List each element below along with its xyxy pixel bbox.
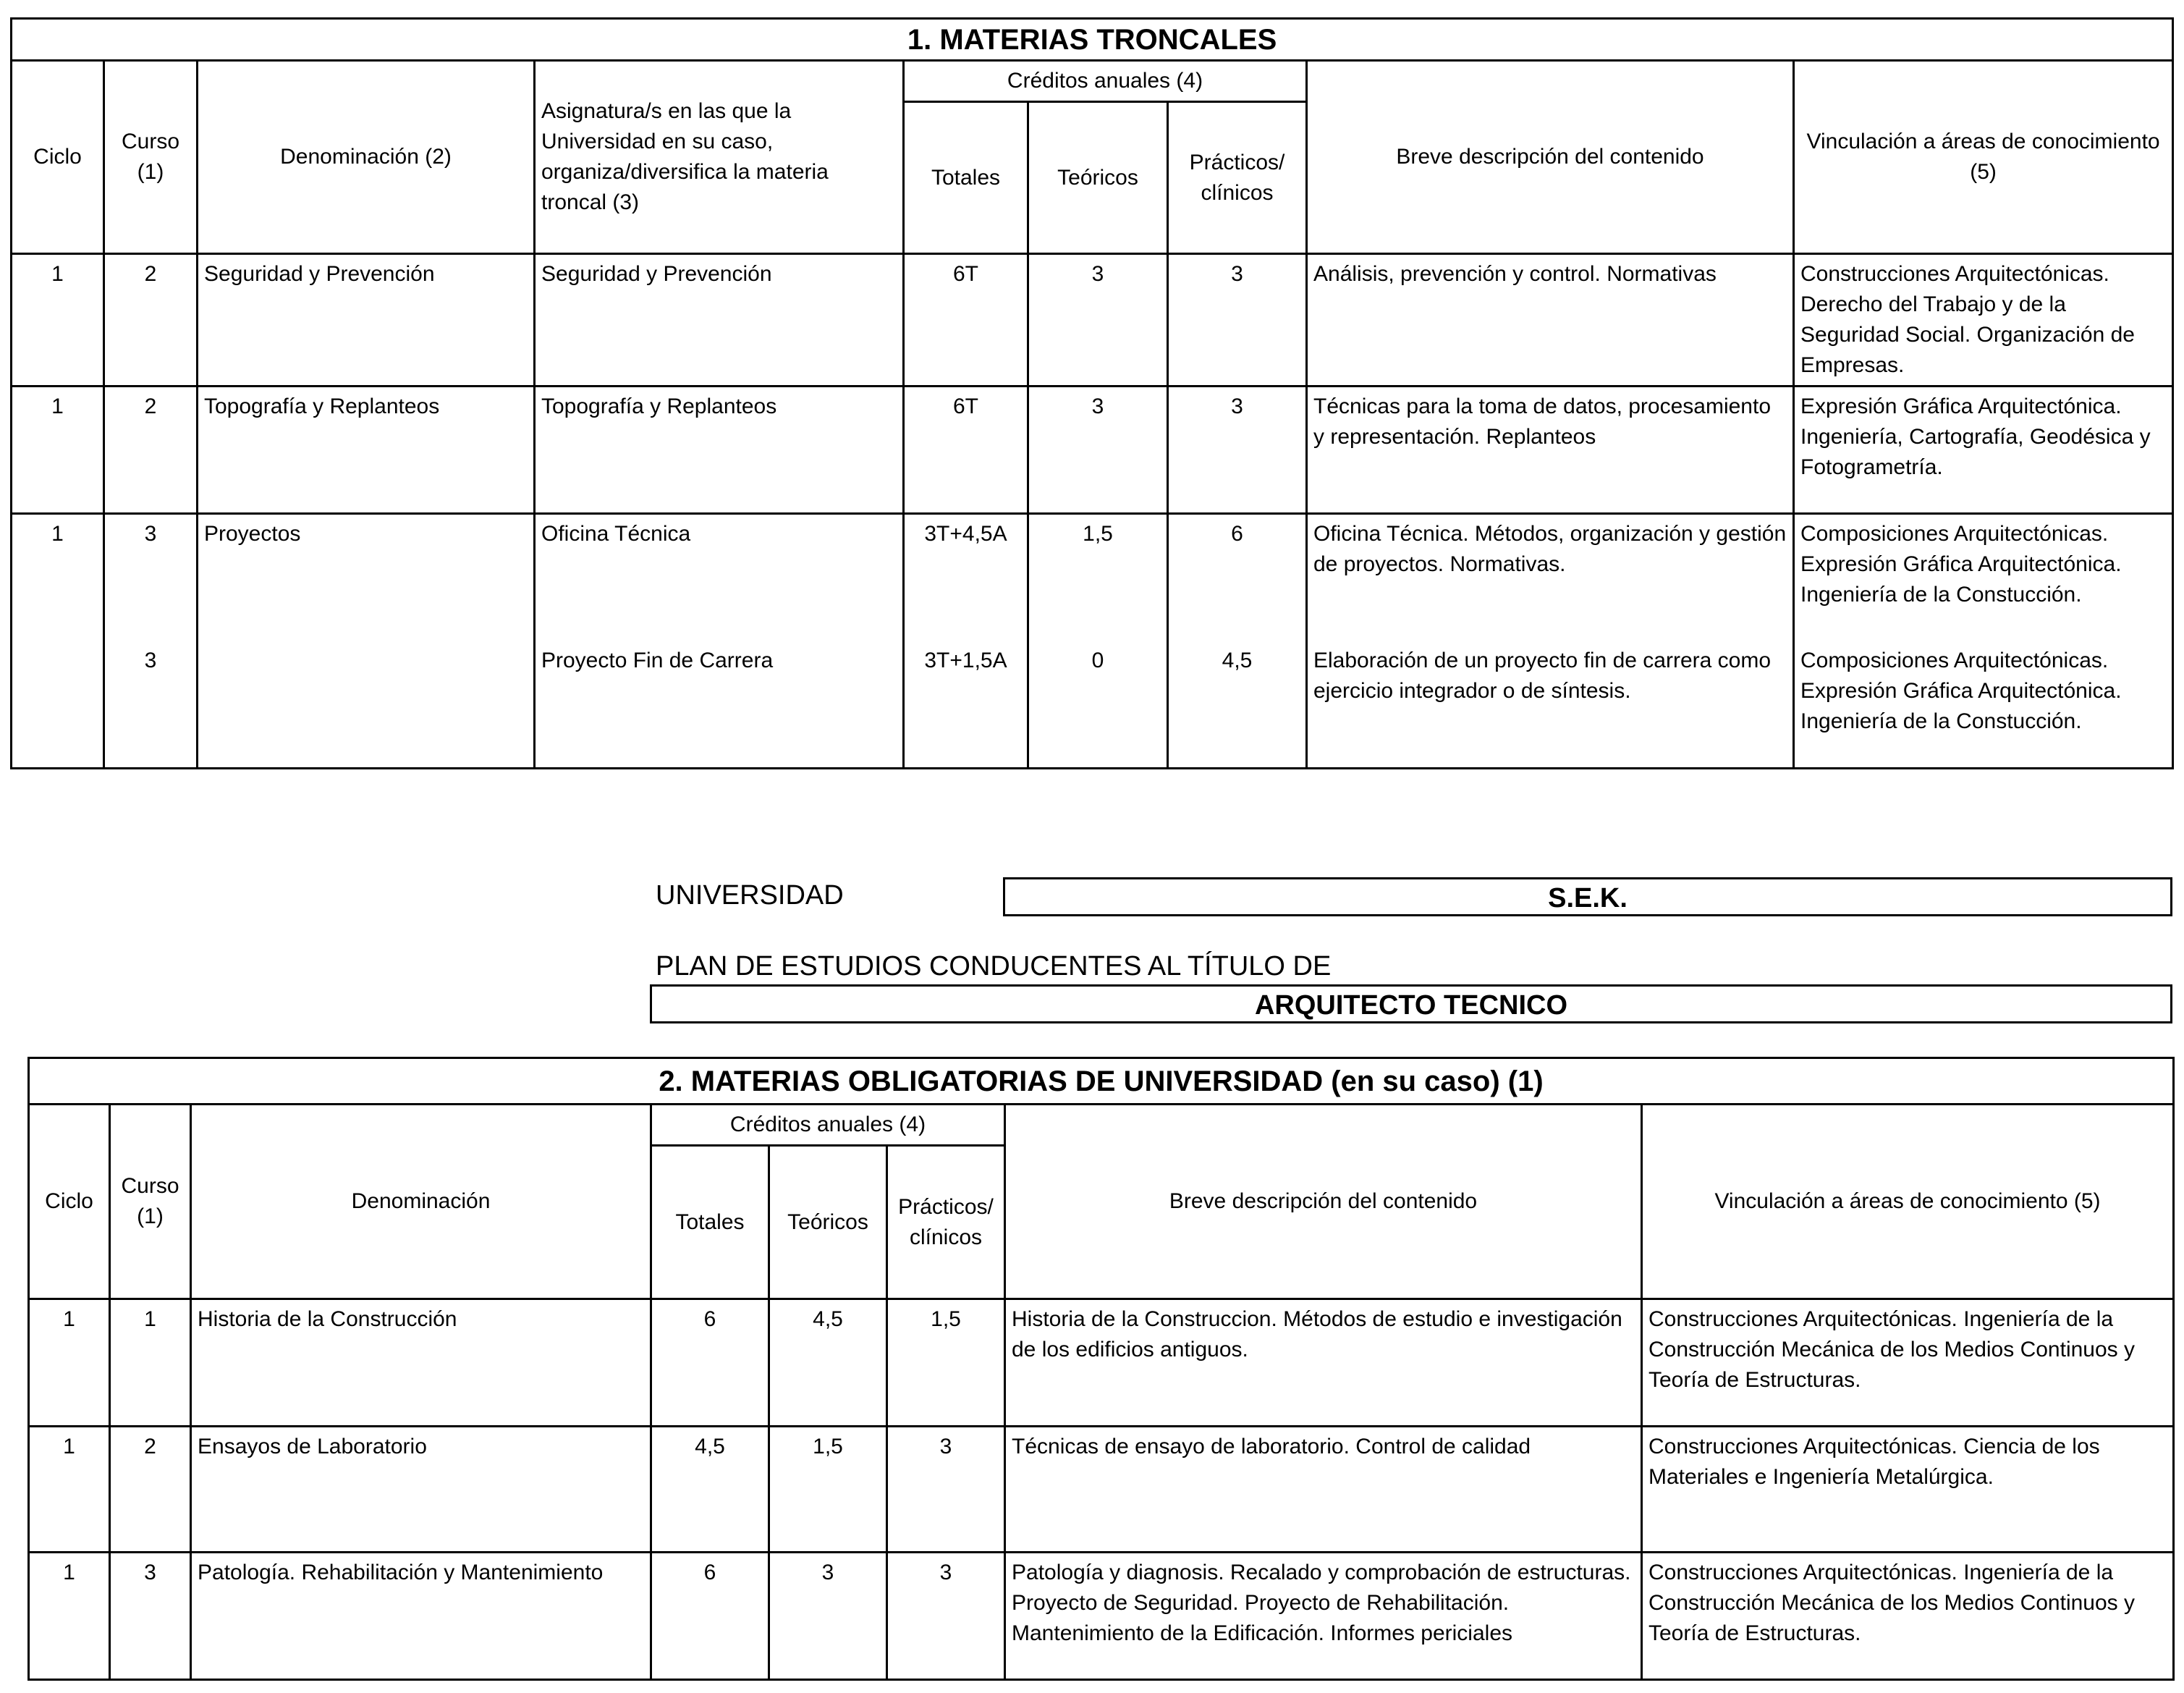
- cell-curso: 3: [104, 641, 198, 769]
- cell-teoricos: 3: [769, 1553, 887, 1680]
- troncales-title: 1. MATERIAS TRONCALES: [12, 19, 2173, 61]
- cell-asignatura: Seguridad y Prevención: [535, 254, 904, 387]
- cell-denominacion: Ensayos de Laboratorio: [191, 1427, 651, 1553]
- table-row: [29, 1427, 2174, 1553]
- cell-ciclo: 1: [12, 387, 104, 514]
- cell-descripcion: Elaboración de un proyecto fin de carrera como ejercicio integrador o de síntesis.: [1307, 641, 1794, 769]
- cell-descripcion: Historia de la Construccion. Métodos de estudio e investigación de los edificios antiguos.: [1005, 1299, 1642, 1427]
- cell-vinculacion: Construcciones Arquitectónicas. Derecho del Trabajo y de la Seguridad Social. Organización de Empresas.: [1794, 254, 2173, 387]
- cell-denominacion: Proyectos: [198, 514, 535, 641]
- header-ciclo: Ciclo: [12, 61, 104, 254]
- table-row: [29, 1299, 2174, 1427]
- cell-denominacion: Topografía y Replanteos: [198, 387, 535, 514]
- header-denominacion: Denominación (2): [198, 61, 535, 254]
- cell-descripcion: Oficina Técnica. Métodos, organización y gestión de proyectos. Normativas.: [1307, 514, 1794, 641]
- cell-teoricos: 1,5: [769, 1427, 887, 1553]
- cell-curso: 1: [110, 1299, 191, 1427]
- table-row: [12, 254, 2173, 387]
- cell-denominacion: Historia de la Construcción: [191, 1299, 651, 1427]
- header-denominacion: Denominación: [191, 1105, 651, 1299]
- cell-teoricos: 3: [1028, 387, 1168, 514]
- cell-vinculacion: Construcciones Arquitectónicas. Ingeniería de la Construcción Mecánica de los Medios Continuos y Teoría de Estructuras.: [1642, 1553, 2174, 1680]
- cell-practicos: 3: [1168, 387, 1307, 514]
- header-descripcion: Breve descripción del contenido: [1005, 1105, 1642, 1299]
- header-creditos: Créditos anuales (4): [651, 1105, 1005, 1146]
- cell-descripcion: Técnicas para la toma de datos, procesamiento y representación. Replanteos: [1307, 387, 1794, 514]
- cell-teoricos: 0: [1028, 641, 1168, 769]
- plan-label: PLAN DE ESTUDIOS CONDUCENTES AL TÍTULO DE: [656, 951, 1332, 981]
- cell-denominacion: Patología. Rehabilitación y Mantenimiento: [191, 1553, 651, 1680]
- header-practicos: Prácticos/ clínicos: [1168, 102, 1307, 254]
- cell-vinculacion: Expresión Gráfica Arquitectónica. Ingeniería, Cartografía, Geodésica y Fotogrametría.: [1794, 387, 2173, 514]
- cell-totales: 4,5: [651, 1427, 769, 1553]
- cell-totales: 6: [651, 1299, 769, 1427]
- cell-totales: 6: [651, 1553, 769, 1680]
- cell-practicos: 4,5: [1168, 641, 1307, 769]
- obligatorias-table: [27, 1057, 2175, 1681]
- cell-practicos: 1,5: [887, 1299, 1005, 1427]
- header-curso: Curso (1): [104, 61, 198, 254]
- cell-practicos: 6: [1168, 514, 1307, 641]
- cell-curso: 3: [110, 1553, 191, 1680]
- cell-ciclo: [12, 641, 104, 769]
- cell-teoricos: 1,5: [1028, 514, 1168, 641]
- universidad-label: UNIVERSIDAD: [656, 880, 844, 911]
- cell-asignatura: Topografía y Replanteos: [535, 387, 904, 514]
- cell-descripcion: Técnicas de ensayo de laboratorio. Control de calidad: [1005, 1427, 1642, 1553]
- cell-vinculacion: Construcciones Arquitectónicas. Ingeniería de la Construcción Mecánica de los Medios Continuos y Teoría de Estructuras.: [1642, 1299, 2174, 1427]
- cell-practicos: 3: [1168, 254, 1307, 387]
- cell-teoricos: 4,5: [769, 1299, 887, 1427]
- table-row: [12, 514, 2173, 641]
- header-curso: Curso (1): [110, 1105, 191, 1299]
- troncales-table: [10, 17, 2174, 769]
- cell-descripcion: Análisis, prevención y control. Normativas: [1307, 254, 1794, 387]
- cell-asignatura: Proyecto Fin de Carrera: [535, 641, 904, 769]
- cell-curso: 2: [104, 387, 198, 514]
- header-vinculacion: Vinculación a áreas de conocimiento (5): [1794, 61, 2173, 254]
- cell-vinculacion: Composiciones Arquitectónicas. Expresión Gráfica Arquitectónica. Ingeniería de la Constucción.: [1794, 514, 2173, 641]
- universidad-value: S.E.K.: [1003, 877, 2172, 916]
- cell-denominacion: Seguridad y Prevención: [198, 254, 535, 387]
- cell-totales: 6T: [904, 387, 1028, 514]
- header-descripcion: Breve descripción del contenido: [1307, 61, 1794, 254]
- header-teoricos: Teóricos: [1028, 102, 1168, 254]
- header-creditos: Créditos anuales (4): [904, 61, 1307, 102]
- cell-practicos: 3: [887, 1427, 1005, 1553]
- cell-curso: 3: [104, 514, 198, 641]
- header-asignatura: Asignatura/s en las que la Universidad en su caso, organiza/diversifica la materia troncal (3): [535, 61, 904, 254]
- cell-asignatura: Oficina Técnica: [535, 514, 904, 641]
- header-totales: Totales: [651, 1146, 769, 1299]
- cell-teoricos: 3: [1028, 254, 1168, 387]
- cell-denominacion: [198, 641, 535, 769]
- cell-ciclo: 1: [29, 1427, 110, 1553]
- cell-practicos: 3: [887, 1553, 1005, 1680]
- header-ciclo: Ciclo: [29, 1105, 110, 1299]
- cell-totales: 3T+1,5A: [904, 641, 1028, 769]
- obligatorias-title: 2. MATERIAS OBLIGATORIAS DE UNIVERSIDAD (en su caso) (1): [29, 1058, 2174, 1105]
- cell-curso: 2: [104, 254, 198, 387]
- plan-value: ARQUITECTO TECNICO: [650, 984, 2172, 1023]
- cell-descripcion: Patología y diagnosis. Recalado y comprobación de estructuras. Proyecto de Seguridad. Proyecto de Rehabilitación. Mantenimiento de la Edificación. Informes periciales: [1005, 1553, 1642, 1680]
- header-teoricos: Teóricos: [769, 1146, 887, 1299]
- cell-ciclo: 1: [12, 254, 104, 387]
- header-practicos: Prácticos/ clínicos: [887, 1146, 1005, 1299]
- cell-ciclo: 1: [29, 1553, 110, 1680]
- table-row: [12, 387, 2173, 514]
- cell-vinculacion: Construcciones Arquitectónicas. Ciencia de los Materiales e Ingeniería Metalúrgica.: [1642, 1427, 2174, 1553]
- header-totales: Totales: [904, 102, 1028, 254]
- table-row: [12, 641, 2173, 769]
- cell-ciclo: 1: [29, 1299, 110, 1427]
- table-row: [29, 1553, 2174, 1680]
- cell-totales: 3T+4,5A: [904, 514, 1028, 641]
- header-vinculacion: Vinculación a áreas de conocimiento (5): [1642, 1105, 2174, 1299]
- cell-ciclo: 1: [12, 514, 104, 641]
- cell-totales: 6T: [904, 254, 1028, 387]
- cell-curso: 2: [110, 1427, 191, 1553]
- cell-vinculacion: Composiciones Arquitectónicas. Expresión Gráfica Arquitectónica. Ingeniería de la Constucción.: [1794, 641, 2173, 769]
